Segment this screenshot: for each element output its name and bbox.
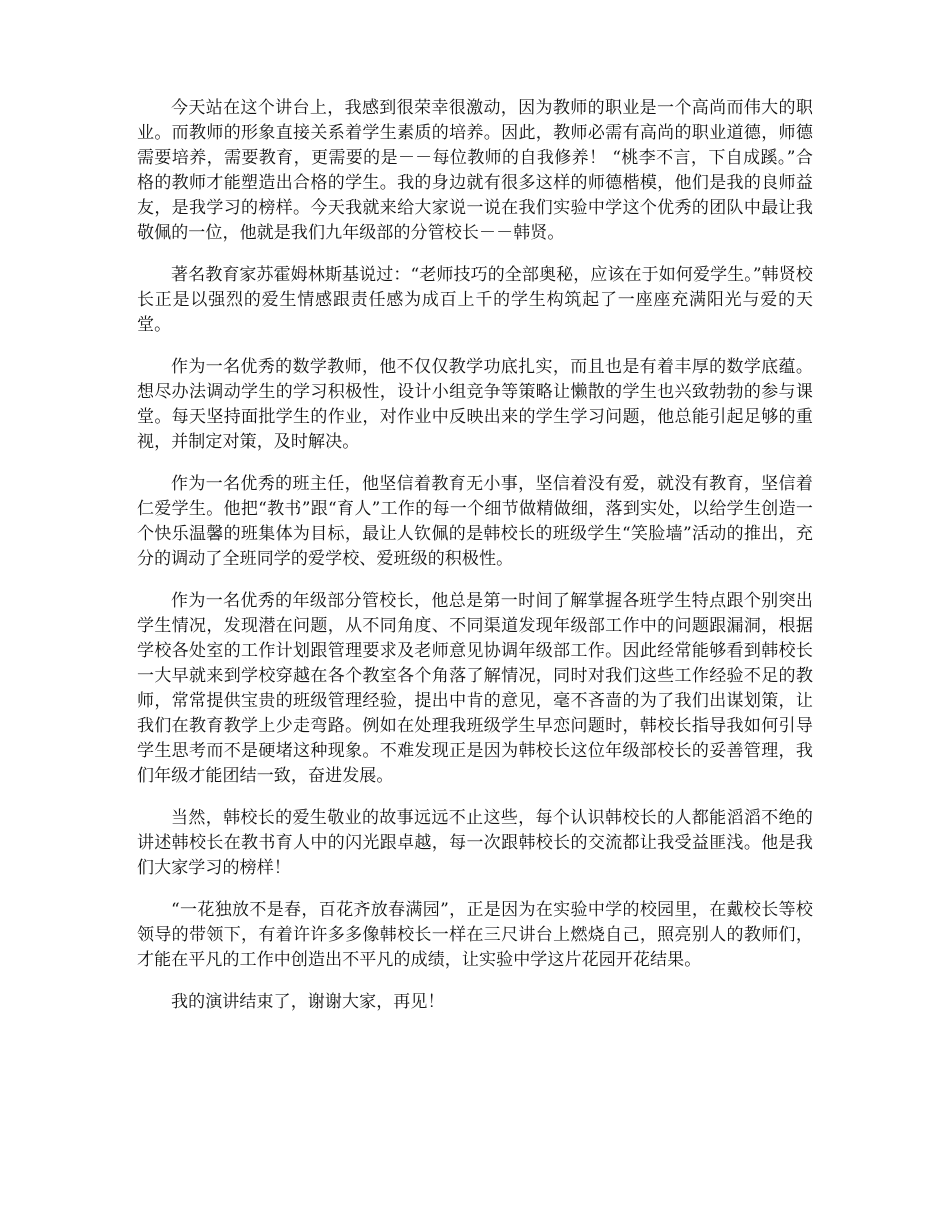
paragraph-3: 作为一名优秀的数学教师，他不仅仅教学功底扎实，而且也是有着丰厚的数学底蕴。想尽办法调动学生的学习积极性，设计小组竞争等策略让懒散的学生也兴致勃勃的参与课堂。每天坚持面批学生的作业，对作业中反映出来的学生学习问题，他总能引起足够的重视，并制定对策，及时解决。 xyxy=(137,357,813,452)
paragraph-1: 今天站在这个讲台上，我感到很荣幸很激动，因为教师的职业是一个高尚而伟大的职业。而教师的形象直接关系着学生素质的培养。因此，教师必需有高尚的职业道德，师德需要培养，需要教育，更需要的是－－每位教师的自我修养！ “桃李不言，下自成蹊。”合格的教师才能塑造出合格的学生。我的身边就有很多这样的师德楷模，他们是我的良师益友，是我学习的榜样。今天我就来给大家说一说在我们实验中学这个优秀的团队中最让我敬佩的一位，他就是我们九年级部的分管校长－－韩贤。 xyxy=(137,98,813,243)
speech-body xyxy=(137,96,813,1015)
paragraph-7: “一花独放不是春，百花齐放春满园”，正是因为在实验中学的校园里，在戴校长等校领导的带领下，有着许许多多像韩校长一样在三尺讲台上燃烧自己，照亮别人的教师们，才能在平凡的工作中创造出不平凡的成绩，让实验中学这片花园开花结果。 xyxy=(137,900,813,970)
paragraph-6: 当然，韩校长的爱生敬业的故事远远不止这些，每个认识韩校长的人都能滔滔不绝的讲述韩校长在教书育人中的闪光跟卓越，每一次跟韩校长的交流都让我受益匪浅。他是我们大家学习的榜样！ xyxy=(137,808,813,878)
paragraph-8: 我的演讲结束了，谢谢大家，再见！ xyxy=(171,992,445,1012)
paragraph-5: 作为一名优秀的年级部分管校长，他总是第一时间了解掌握各班学生特点跟个别突出学生情况，发现潜在问题，从不同角度、不同渠道发现年级部工作中的问题跟漏洞，根据学校各处室的工作计划跟管理要求及老师意见协调年级部工作。因此经常能够看到韩校长一大早就来到学校穿越在各个教室各个角落了解情况，同时对我们这些工作经验不足的教师，常常提供宝贵的班级管理经验，提出中肯的意见，毫不吝啬的为了我们出谋划策，让我们在教育教学上少走弯路。例如在处理我班级学生早恋问题时，韩校长指导我如何引导学生思考而不是硬堵这种现象。不难发现正是因为韩校长这位年级部校长的妥善管理，我们年级才能团结一致，奋进发展。 xyxy=(137,591,813,786)
paragraph-2: 著名教育家苏霍姆林斯基说过：“老师技巧的全部奥秘，应该在于如何爱学生。”韩贤校长正是以强烈的爱生情感跟责任感为成百上千的学生构筑起了一座座充满阳光与爱的天堂。 xyxy=(137,265,813,335)
paragraph-4: 作为一名优秀的班主任，他坚信着教育无小事，坚信着没有爱，就没有教育，坚信着仁爱学生。他把“教书”跟“育人”工作的每一个细节做精做细，落到实处，以给学生创造一个快乐温馨的班集体为目标，最让人钦佩的是韩校长的班级学生“笑脸墙”活动的推出，充分的调动了全班同学的爱学校、爱班级的积极性。 xyxy=(137,474,813,569)
